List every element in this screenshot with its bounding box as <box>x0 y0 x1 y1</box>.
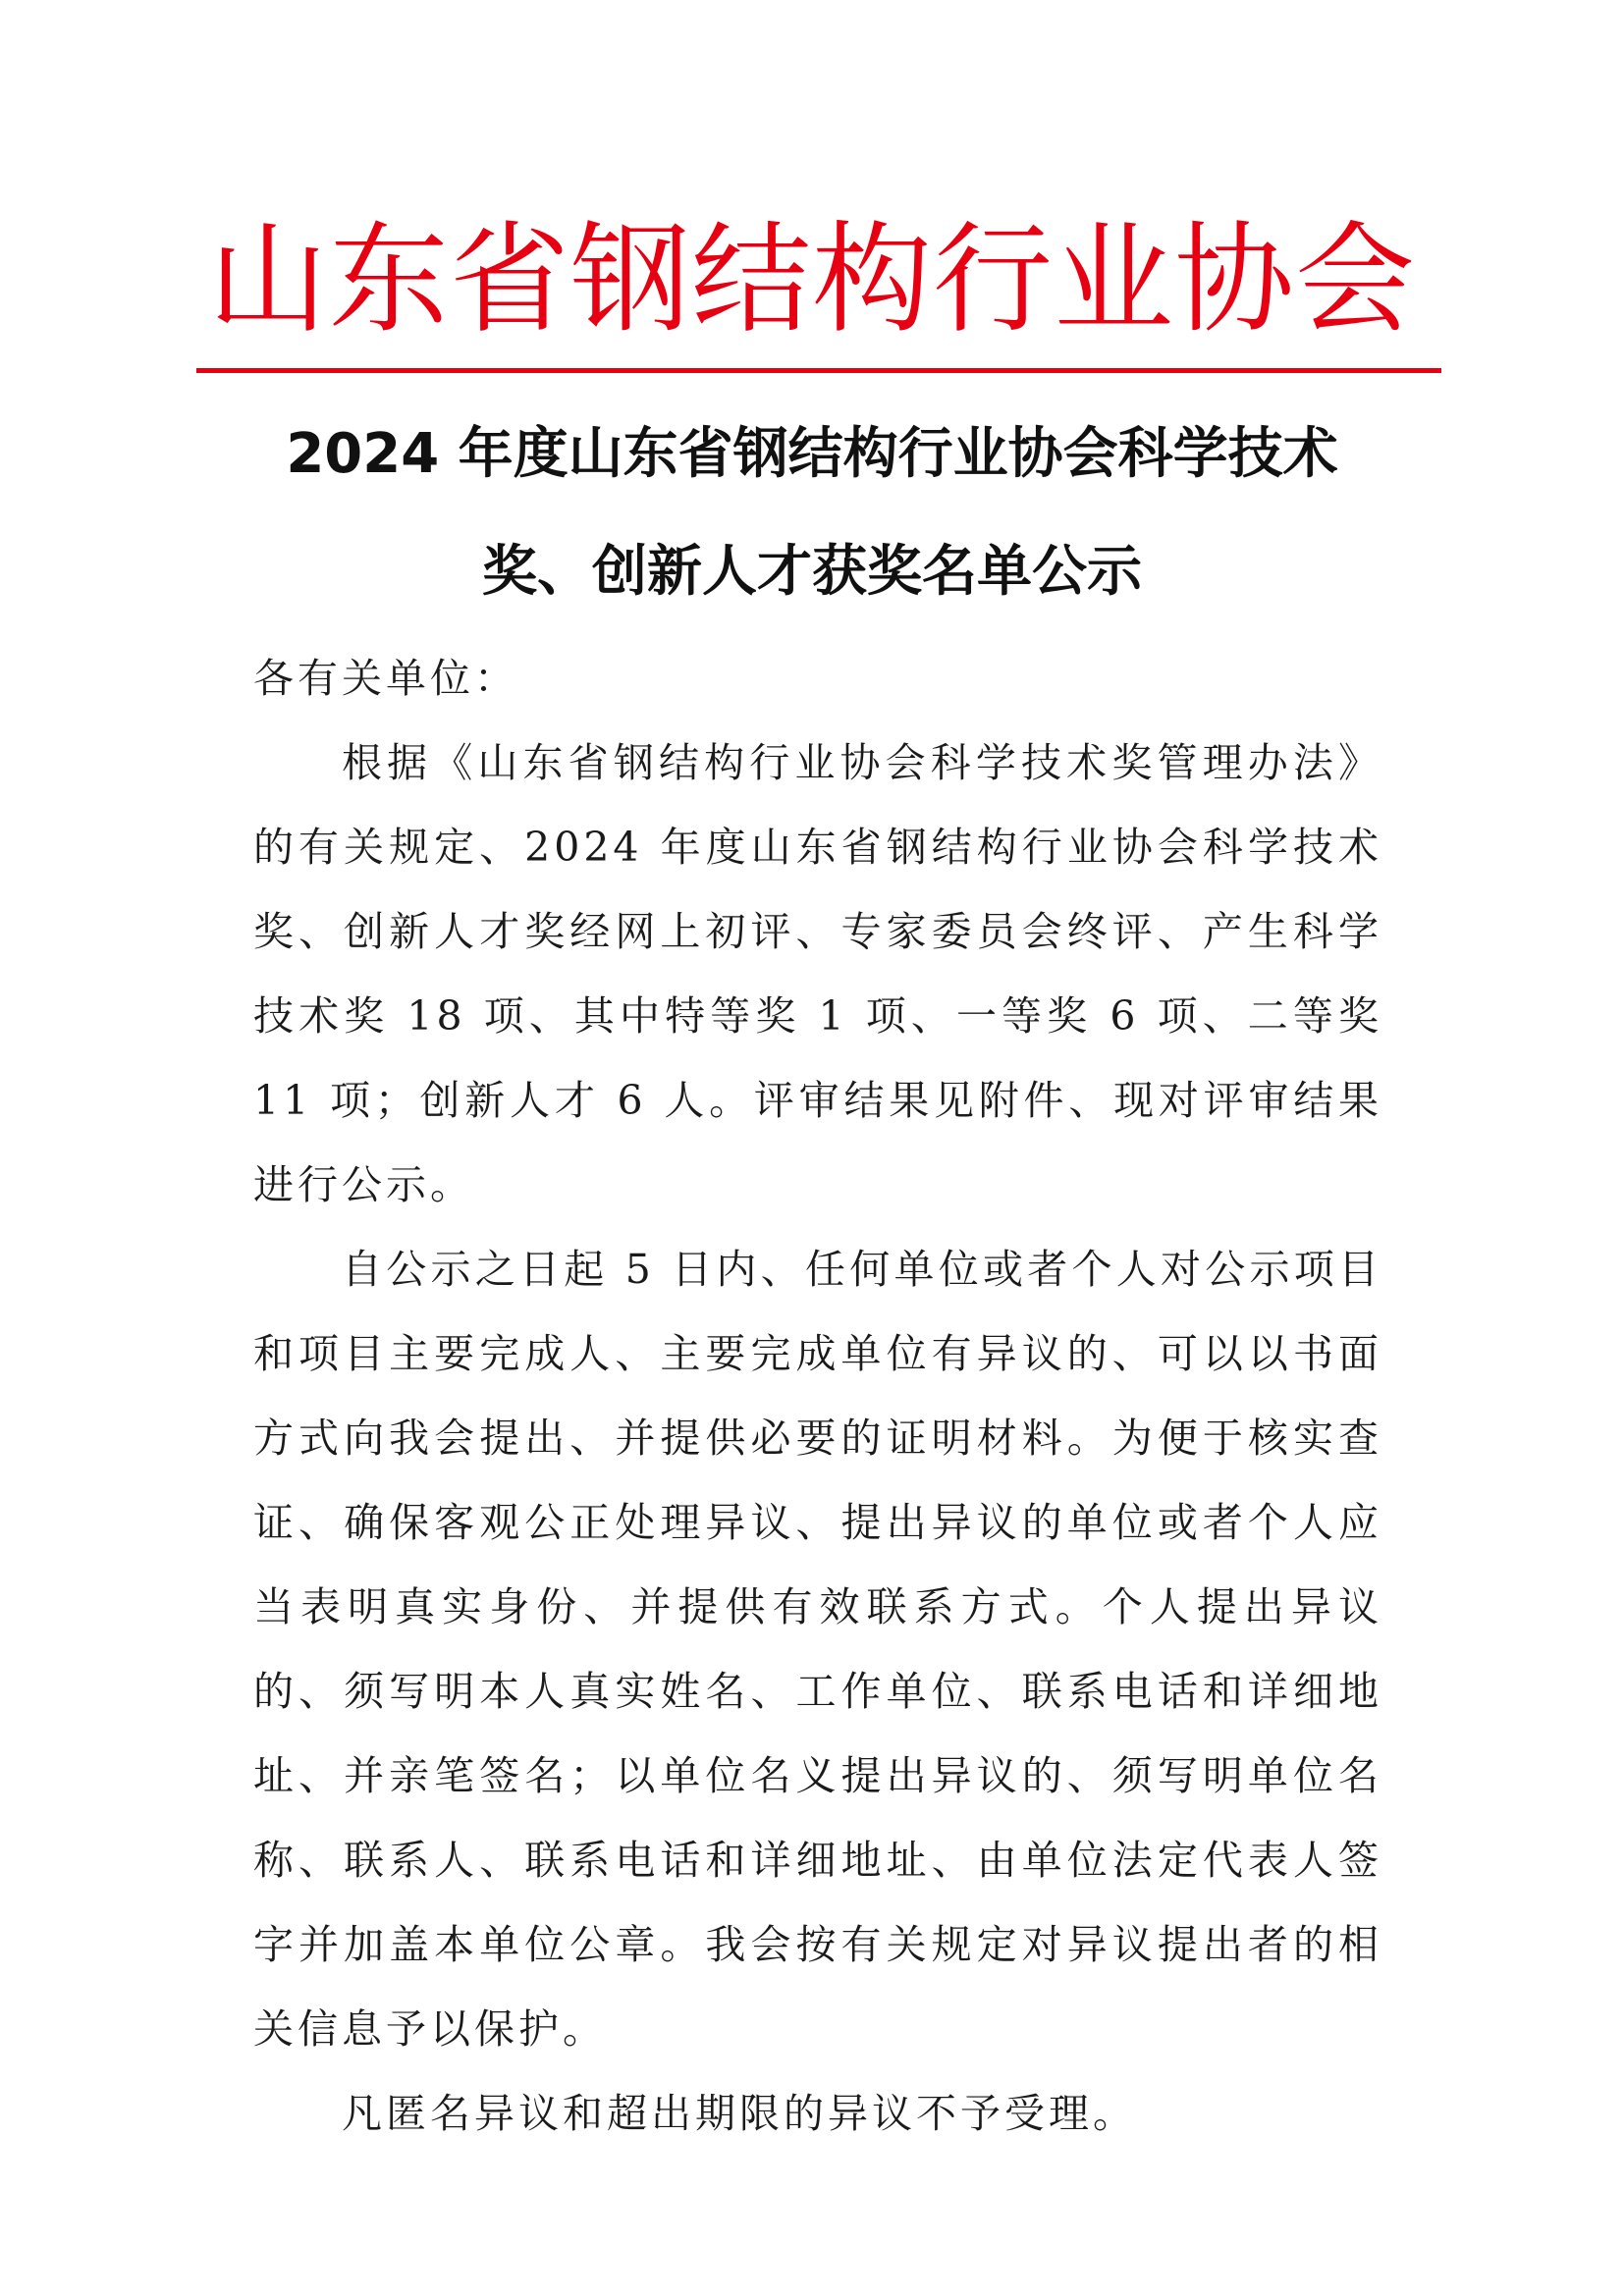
document-title-line-2: 奖、创新人才获奖名单公示 <box>482 540 1142 604</box>
organization-letterhead: 山东省钢结构行业协会 <box>208 210 1416 349</box>
paragraph-regulation: 根据《山东省钢结构行业协会科学技术奖管理办法》的有关规定、2024 年度山东省钢结构行业协会科学技术奖、创新人才奖经网上初评、专家委员会终评、产生科学技术奖 18 项、其中特等奖 1 项、一等奖 6 项、二等奖 11 项；创新人才 6 人。评审结果见附件、现对评审结果进行公示。 <box>253 739 1382 1208</box>
paragraph-objection-procedure: 自公示之日起 5 日内、任何单位或者个人对公示项目和项目主要完成人、主要完成单位有异议的、可以以书面方式向我会提出、并提供必要的证明材料。为便于核实查证、确保客观公正处理异议、提出异议的单位或者个人应当表明真实身份、并提供有效联系方式。个人提出异议的、须写明本人真实姓名、工作单位、联系电话和详细地址、并亲笔签名；以单位名义提出异议的、须写明单位名称、联系人、联系电话和详细地址、由单位法定代表人签字并加盖本单位公章。我会按有关规定对异议提出者的相关信息予以保护。 <box>253 1246 1382 2053</box>
paragraph-anonymous-notice: 凡匿名异议和超出期限的异议不予受理。 <box>342 2090 1137 2137</box>
document-body <box>253 636 1382 2156</box>
document-title-line-1: 2024 年度山东省钢结构行业协会科学技术 <box>286 422 1338 486</box>
salutation: 各有关单位： <box>253 655 518 702</box>
letterhead-divider <box>196 368 1441 373</box>
